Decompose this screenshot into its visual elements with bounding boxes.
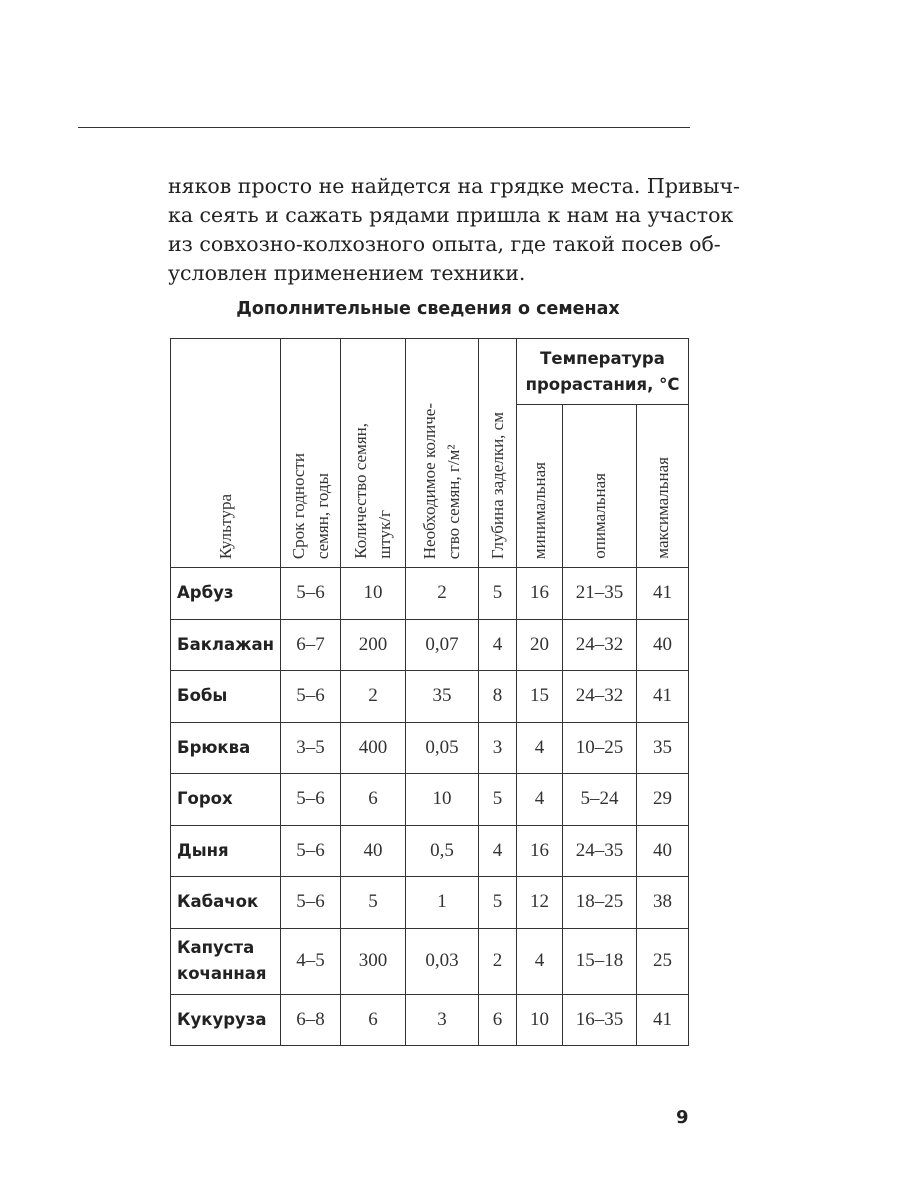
seed-count-cell: 6 [341, 774, 406, 826]
paragraph-line: из совхозно-колхозного опыта, где такой посев об- [168, 232, 721, 256]
temp-opt-cell: 18–25 [563, 877, 637, 929]
table-row [171, 619, 689, 671]
seeds-needed-cell: 2 [406, 568, 479, 620]
temp-max-cell: 29 [637, 774, 689, 826]
culture-name: Кабачок [177, 892, 259, 912]
seeds-needed-cell: 3 [406, 994, 479, 1046]
culture-name: Арбуз [177, 583, 234, 603]
header-seeds-needed: Необходимое количе- ство семян, г/м² [406, 339, 479, 568]
temp-min-cell: 16 [517, 825, 563, 877]
header-temp-opt: опимальная [563, 405, 637, 568]
table-row [171, 825, 689, 877]
culture-name: Кукуруза [177, 1009, 267, 1029]
sowing-depth-cell: 4 [479, 825, 517, 877]
temp-opt-cell: 16–35 [563, 994, 637, 1046]
temp-max-cell: 40 [637, 619, 689, 671]
paragraph-line: ка сеять и сажать рядами пришла к нам на участок [168, 203, 734, 227]
header-germination-temp: Температура прорастания, °C [517, 339, 689, 405]
culture-name: Дыня [177, 840, 229, 860]
seeds-needed-cell: 0,5 [406, 825, 479, 877]
culture-name-cell [171, 994, 281, 1046]
temp-min-cell: 10 [517, 994, 563, 1046]
table-body [171, 568, 689, 1046]
table-title: Дополнительные сведения о семенах [236, 299, 620, 319]
temp-opt-cell: 24–32 [563, 671, 637, 723]
seeds-needed-cell: 0,03 [406, 928, 479, 994]
temp-max-cell: 38 [637, 877, 689, 929]
temp-opt-cell: 15–18 [563, 928, 637, 994]
sowing-depth-cell: 5 [479, 774, 517, 826]
temp-max-cell: 35 [637, 722, 689, 774]
seeds-needed-cell: 1 [406, 877, 479, 929]
culture-name-cell [171, 722, 281, 774]
table-row [171, 671, 689, 723]
temp-min-cell: 4 [517, 774, 563, 826]
shelf-life-cell: 5–6 [281, 671, 341, 723]
temp-min-cell: 15 [517, 671, 563, 723]
header-temp-min: минимальная [517, 405, 563, 568]
culture-name: Капуста [177, 938, 255, 957]
sowing-depth-cell: 5 [479, 877, 517, 929]
culture-name: Баклажан [177, 634, 275, 654]
shelf-life-cell: 6–8 [281, 994, 341, 1046]
table-row [171, 722, 689, 774]
seeds-needed-cell: 0,05 [406, 722, 479, 774]
paragraph-line: условлен применением техники. [168, 261, 526, 285]
seed-count-cell: 40 [341, 825, 406, 877]
shelf-life-cell: 3–5 [281, 722, 341, 774]
seed-count-cell: 5 [341, 877, 406, 929]
shelf-life-cell: 5–6 [281, 774, 341, 826]
seed-count-cell: 300 [341, 928, 406, 994]
seed-count-cell: 200 [341, 619, 406, 671]
culture-name: Горох [177, 789, 233, 809]
header-sowing-depth: Глубина заделки, см [479, 339, 517, 568]
temp-opt-cell: 5–24 [563, 774, 637, 826]
header-culture: Культура [171, 339, 281, 568]
temp-opt-cell: 10–25 [563, 722, 637, 774]
seeds-needed-cell: 0,07 [406, 619, 479, 671]
sowing-depth-cell: 3 [479, 722, 517, 774]
table-row [171, 774, 689, 826]
sowing-depth-cell: 2 [479, 928, 517, 994]
temp-min-cell: 20 [517, 619, 563, 671]
body-paragraph [168, 172, 740, 288]
seed-count-cell: 10 [341, 568, 406, 620]
table-row [171, 568, 689, 620]
page-number: 9 [676, 1107, 689, 1128]
table-row [171, 928, 689, 994]
temp-max-cell: 25 [637, 928, 689, 994]
temp-opt-cell: 24–32 [563, 619, 637, 671]
culture-name-cell [171, 774, 281, 826]
table-row [171, 994, 689, 1046]
temp-max-cell: 40 [637, 825, 689, 877]
culture-name-cell [171, 877, 281, 929]
temp-min-cell: 4 [517, 928, 563, 994]
temp-min-cell: 12 [517, 877, 563, 929]
seeds-table [170, 338, 689, 1046]
culture-name-cell [171, 619, 281, 671]
culture-name-cell [171, 568, 281, 620]
shelf-life-cell: 4–5 [281, 928, 341, 994]
seed-count-cell: 2 [341, 671, 406, 723]
table-row [171, 877, 689, 929]
header-shelf-life: Срок годности семян, годы [281, 339, 341, 568]
shelf-life-cell: 5–6 [281, 825, 341, 877]
sowing-depth-cell: 8 [479, 671, 517, 723]
culture-name-cell [171, 825, 281, 877]
sowing-depth-cell: 5 [479, 568, 517, 620]
culture-name: Брюква [177, 737, 251, 757]
sowing-depth-cell: 4 [479, 619, 517, 671]
culture-name-cell [171, 928, 281, 994]
culture-name: Бобы [177, 686, 228, 706]
temp-min-cell: 4 [517, 722, 563, 774]
shelf-life-cell: 5–6 [281, 877, 341, 929]
header-seed-count: Количество семян, штук/г [341, 339, 406, 568]
paragraph-line: няков просто не найдется на грядке места. Привыч- [168, 174, 740, 198]
temp-opt-cell: 24–35 [563, 825, 637, 877]
seeds-needed-cell: 10 [406, 774, 479, 826]
temp-max-cell: 41 [637, 568, 689, 620]
temp-max-cell: 41 [637, 671, 689, 723]
header-temp-max: максимальная [637, 405, 689, 568]
shelf-life-cell: 5–6 [281, 568, 341, 620]
culture-name: кочанная [177, 964, 267, 983]
culture-name-cell [171, 671, 281, 723]
seed-count-cell: 6 [341, 994, 406, 1046]
sowing-depth-cell: 6 [479, 994, 517, 1046]
seed-count-cell: 400 [341, 722, 406, 774]
temp-min-cell: 16 [517, 568, 563, 620]
temp-max-cell: 41 [637, 994, 689, 1046]
seeds-needed-cell: 35 [406, 671, 479, 723]
shelf-life-cell: 6–7 [281, 619, 341, 671]
header-rule [78, 127, 690, 128]
temp-opt-cell: 21–35 [563, 568, 637, 620]
